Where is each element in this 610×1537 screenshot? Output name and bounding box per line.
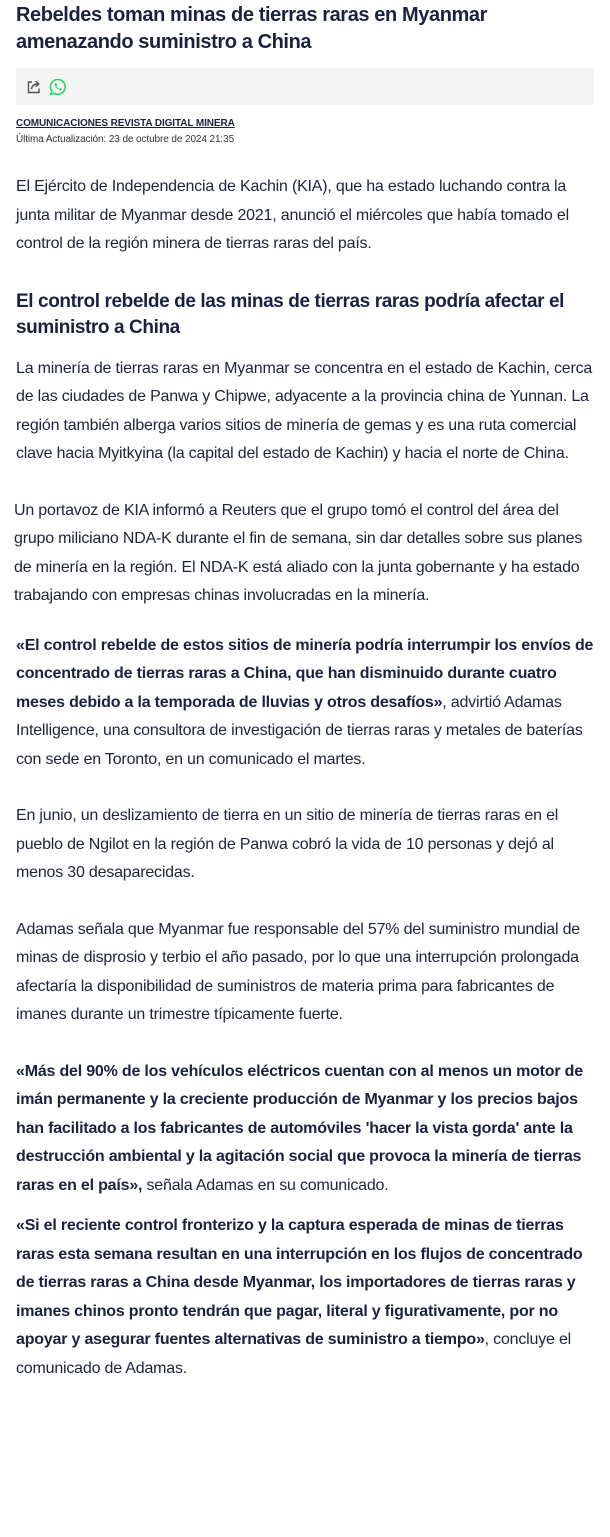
- paragraph-landslide: En junio, un deslizamiento de tierra en un sitio de minería de tierras raras en el pueblo de Ngilot en la región de Panwa cobró la vida de 10 personas y dejó al menos 30 desaparecidas.: [16, 807, 559, 881]
- paragraph-conclusion-quote: [16, 1212, 594, 1383]
- author-link[interactable]: COMUNICACIONES REVISTA DIGITAL MINERA: [16, 118, 235, 129]
- paragraph-intro: El Ejército de Independencia de Kachin (KIA), que ha estado luchando contra la junta militar de Myanmar desde 2021, anunció el miércoles que había tomado el control de la región minera de tierras raras del país.: [16, 178, 569, 252]
- share-bar: [16, 68, 594, 105]
- quote-adamas-warning: «El control rebelde de estos sitios de minería podría interrumpir los envíos de concentrado de tierras raras a China, que han disminuido durante cuatro meses debido a la temporada de lluvias y otros desafíos»: [16, 636, 594, 711]
- quote-adamas-warning-attribution: , advirtió Adamas Intelligence, una consultora de investigación de tierras raras y metales de baterías con sede en Toronto, en un comunicado el martes.: [16, 693, 583, 768]
- paragraph-adamas-warning: [16, 632, 594, 775]
- quote-conclusion-attribution: , concluye el comunicado de Adamas.: [16, 1331, 572, 1377]
- section-heading: El control rebelde de las minas de tierras raras podría afectar el suministro a China: [16, 290, 565, 338]
- whatsapp-icon[interactable]: [49, 78, 67, 96]
- quote-ev-motors: «Más del 90% de los vehículos eléctricos cuentan con al menos un motor de imán permanente y la creciente producción de Myanmar y los precios bajos han facilitado a los fabricantes de automóviles 'hacer la vista gorda' ante la destrucción ambiental y la agitación social que provoca la minería de tierras raras en el país»,: [16, 1062, 583, 1194]
- paragraph-ev-quote: [16, 1058, 594, 1201]
- paragraph-location: La minería de tierras raras en Myanmar se concentra en el estado de Kachin, cerca de las ciudades de Panwa y Chipwe, adyacente a la provincia china de Yunnan. La región también alberga varios sitios de minería de gemas y es una ruta comercial clave hacia Myitkyina (la capital del estado de Kachin) y hacia el norte de China.: [16, 359, 593, 462]
- quote-conclusion: «Si el reciente control fronterizo y la captura esperada de minas de tierras raras esta semana resultan en una interrupción en los flujos de concentrado de tierras raras a China desde Myanmar, los importadores de tierras raras y imanes chinos pronto tendrán que pagar, literal y figurativamente, por no apoyar y asegurar fuentes alternativas de suministro a tiempo»: [16, 1217, 583, 1348]
- share-icon[interactable]: [25, 78, 43, 96]
- quote-ev-motors-attribution: señala Adamas en su comunicado.: [142, 1176, 389, 1194]
- last-updated: Última Actualización: 23 de octubre de 2024 21:35: [16, 134, 235, 145]
- article-title: Rebeldes toman minas de tierras raras en Myanmar amenazando suministro a China: [16, 4, 488, 53]
- paragraph-supply-share: Adamas señala que Myanmar fue responsable del 57% del suministro mundial de minas de disprosio y terbio el año pasado, por lo que una interrupción prolongada afectaría la disponibilidad de suministros de materia prima para fabricantes de imanes durante un trimestre típicamente fuerte.: [16, 920, 580, 1023]
- paragraph-kia-spokesman: Un portavoz de KIA informó a Reuters que el grupo tomó el control del área del grupo miliciano NDA-K durante el fin de semana, sin dar detalles sobre sus planes de minería en la región. El NDA-K está aliado con la junta gobernante y ha estado trabajando con empresas chinas involucradas en la minería.: [14, 501, 583, 604]
